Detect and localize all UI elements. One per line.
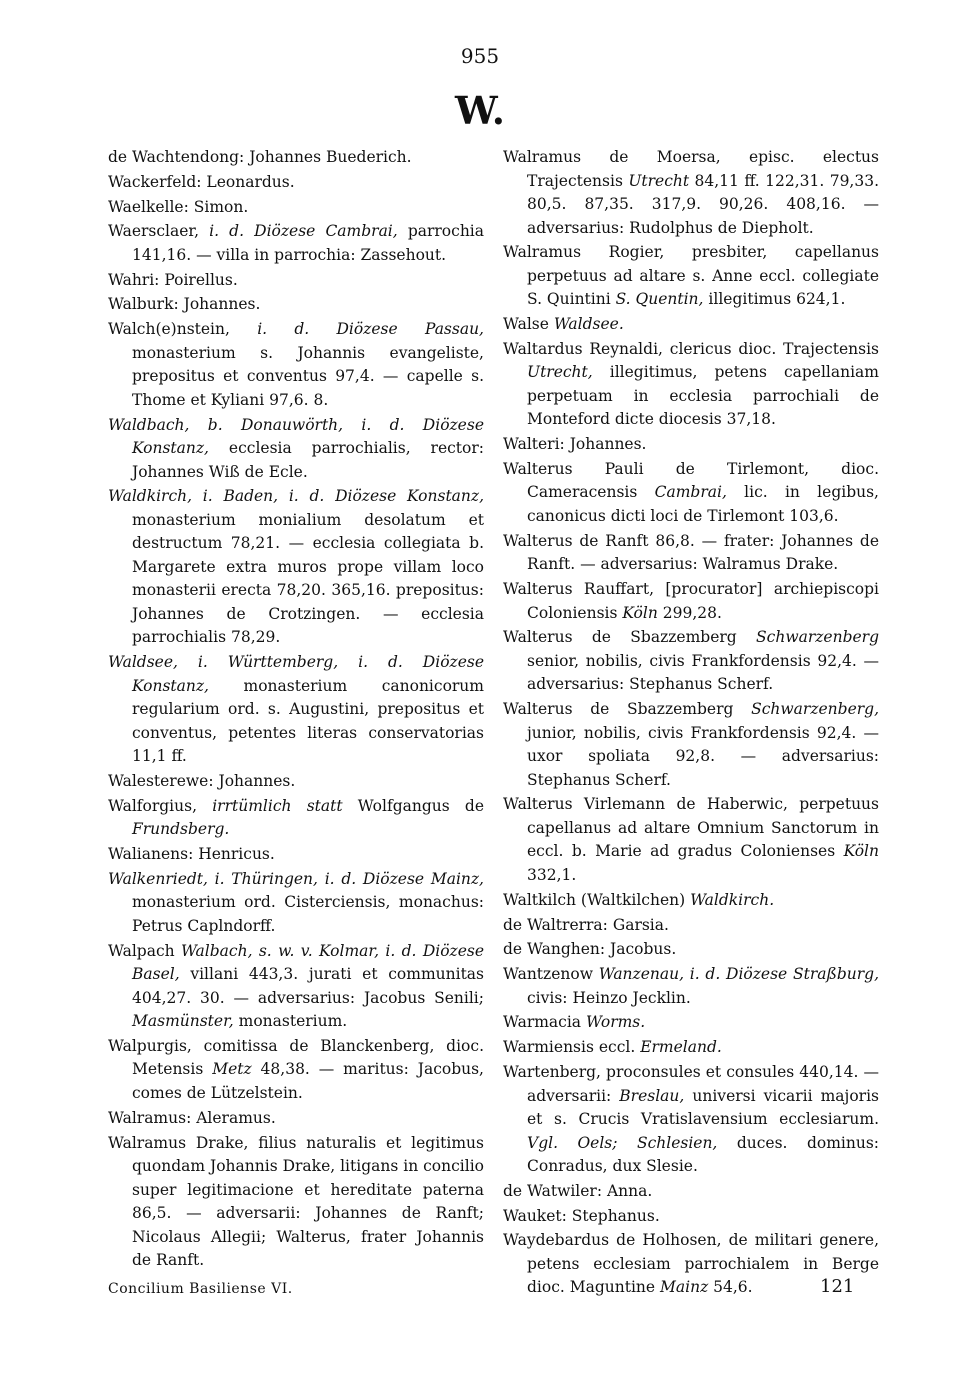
text-segment: civis: Heinzo Jecklin. — [527, 988, 691, 1007]
text-segment: parrochia 141,16. — villa in parrochia: Zassehout. — [132, 222, 484, 264]
index-entry — [108, 293, 484, 317]
text-segment: Wahri: Poirellus. — [108, 270, 238, 289]
text-segment: Wantzenow — [503, 965, 599, 984]
index-entry — [108, 220, 484, 267]
text-segment: monasterium. — [233, 1012, 348, 1031]
text-segment: Waelkelle: Simon. — [108, 197, 249, 216]
italic-segment: irrtümlich statt — [212, 796, 343, 815]
index-entry — [108, 269, 484, 293]
text-segment: Walteri: Johannes. — [503, 435, 647, 454]
text-segment: villani 443,3. jurati et communitas 404,27. 30. — adversarius: Jacobus Senili; — [132, 965, 484, 1007]
index-entry — [503, 1011, 879, 1035]
text-segment: de Waltrerra: Garsia. — [503, 915, 669, 934]
left-column — [108, 146, 484, 1274]
text-segment: illegitimus, petens capellaniam perpetuam in ecclesia parrochiali de Monteford dicte diocesis 37,18. — [527, 363, 879, 429]
text-segment: senior, nobilis, civis Frankfordensis 92,4. — adversarius: Stephanus Scherf. — [527, 651, 879, 694]
italic-segment: Breslau, — [619, 1086, 685, 1105]
index-entry — [108, 770, 484, 794]
text-segment: lic. in legibus, canonicus dicti loci de Tirlemont 103,6. — [527, 483, 879, 525]
text-segment: monasterium monialium desolatum et destructum 78,21. — ecclesia collegiata b. Margarete extra muros prope villam loco monasterii erecta 78,20. 365,16. prepositus: Johannes de Crotzingen. — ecclesia parrochialis 78,29. — [132, 510, 484, 647]
italic-segment: Cambrai, — [654, 483, 727, 502]
text-segment: de Wanghen: Jacobus. — [503, 940, 677, 959]
italic-segment: Köln — [622, 603, 658, 622]
text-segment: de Wachtendong: Johannes Buederich. — [108, 148, 412, 166]
text-segment: 332,1. — [527, 865, 577, 884]
italic-segment: Utrecht — [628, 171, 690, 190]
index-entry — [503, 1061, 879, 1179]
text-segment: 84,11 ff. 122,31. 79,33. 80,5. 87,35. 317,9. 90,26. 408,16. — adversarius: Rudolphus de Diepholt. — [527, 171, 880, 237]
index-entry — [503, 146, 879, 240]
text-segment: Walramus Drake, filius naturalis et legitimus quondam Johannis Drake, litigans in concilio super legitimacione et hereditate paterna 86,5. — adversarii: Johannes de Ranft; Nicolaus Allegii; Walterus, frater Johannis de Ranft. — [108, 1133, 484, 1270]
text-segment: 299,28. — [657, 603, 722, 622]
index-entry — [503, 1180, 879, 1204]
index-entry — [503, 1205, 879, 1229]
text-segment: Walterus Pauli de Tirlemont, dioc. Cameracensis — [503, 459, 879, 502]
italic-segment: Walbach, s. w. v. Kolmar, i. d. Diözese Basel, — [132, 941, 484, 984]
text-segment: Wartenberg, proconsules et consules 440,14. — adversarii: — [503, 1063, 879, 1105]
italic-segment: Ermeland. — [640, 1038, 722, 1057]
italic-segment: Schwarzenberg — [756, 628, 879, 647]
text-segment: Walpach — [108, 941, 181, 960]
index-entry — [503, 698, 879, 792]
index-entry — [503, 530, 879, 577]
italic-segment: Worms. — [585, 1013, 646, 1032]
italic-segment: Frundsberg. — [132, 820, 230, 839]
text-segment: Wolfgangus de — [342, 796, 484, 815]
text-segment: Wauket: Stephanus. — [503, 1206, 660, 1225]
text-segment: Waydebardus de Holhosen, de militari genere, petens ecclesiam parrochialem in Berge dioc. Maguntine — [503, 1231, 879, 1297]
text-segment: Walramus de Moersa, episc. electus Trajectensis — [503, 148, 879, 190]
italic-segment: Waldkirch. — [690, 890, 775, 909]
text-segment: Walpurgis, comitissa de Blanckenberg, dioc. Metensis — [108, 1036, 484, 1079]
italic-segment: Schwarzenberg, — [751, 700, 879, 719]
italic-segment: Vgl. Oels; Schlesien, — [527, 1133, 718, 1152]
text-segment: Walch(e)nstein, — [108, 320, 258, 339]
text-segment: Walterus Virlemann de Haberwic, perpetuus capellanus ad altare Omnium Sanctorum in eccl. b. Marie ad gradus Colonienses — [503, 795, 879, 861]
index-entry — [108, 196, 484, 220]
text-segment: Walterus de Sbazzemberg — [503, 628, 757, 647]
italic-segment: Waldsee. — [553, 315, 624, 334]
italic-segment: i. d. Diözese Cambrai, — [209, 222, 398, 241]
text-segment: Walramus Rogier, presbiter, capellanus perpetuus ad altare s. Anne eccl. collegiate S. Quintini — [503, 243, 879, 309]
page-number: 955 — [460, 44, 500, 68]
text-segment: Walterus de Sbazzemberg — [503, 700, 752, 719]
italic-segment: Walkenriedt, i. Thüringen, i. d. Diözese Mainz, — [108, 869, 484, 888]
index-entry — [108, 868, 484, 939]
index-entry — [503, 578, 879, 625]
index-entry — [108, 1035, 484, 1106]
index-entry — [108, 843, 484, 867]
index-entry — [503, 241, 879, 312]
text-segment: Waltkilch (Waltkilchen) — [503, 890, 691, 909]
index-entry — [108, 318, 484, 412]
text-segment: Walforgius, — [108, 796, 213, 815]
italic-segment: i. d. Diözese Passau, — [257, 320, 484, 339]
index-entry — [108, 651, 484, 769]
text-segment: illegitimus 624,1. — [703, 290, 846, 309]
text-segment: monasterium ord. Cisterciensis, monachus: Petrus Caplndorff. — [132, 893, 484, 935]
text-segment: monasterium canonicorum regularium ord. s. Augustini, prepositus et conventus, petentes literas conservatorias 11,1 ff. — [132, 676, 484, 766]
text-segment: monasterium s. Johannis evangeliste, prepositus et conventus 97,4. — capelle s. Thome et Kyliani 97,6. 8. — [132, 343, 484, 409]
index-entry — [108, 414, 484, 485]
text-segment: Walianens: Henricus. — [108, 845, 275, 864]
right-column — [503, 146, 879, 1301]
text-segment: Warmiensis eccl. — [503, 1038, 641, 1057]
index-entry — [108, 485, 484, 650]
italic-segment: Waldsee, i. Württemberg, i. d. Diözese Konstanz, — [108, 653, 484, 695]
text-segment: Warmacia — [503, 1013, 586, 1032]
italic-segment: Waldbach, b. Donauwörth, i. d. Diözese Konstanz, — [108, 415, 484, 458]
text-segment: Walse — [503, 315, 554, 334]
italic-segment: Köln — [843, 842, 879, 861]
index-entry — [503, 626, 879, 697]
text-segment: 48,38. — maritus: Jacobus, comes de Lützelstein. — [132, 1060, 484, 1102]
index-entry — [503, 313, 879, 337]
italic-segment: Wanzenau, i. d. Diözese Straßburg, — [598, 965, 880, 984]
text-segment: Walterus de Ranft 86,8. — frater: Johannes de Ranft. — adversarius: Walramus Drake. — [503, 531, 879, 574]
text-segment: Waersclaer, — [108, 222, 210, 241]
index-entry — [503, 963, 879, 1010]
italic-segment: Mainz — [660, 1278, 709, 1297]
index-entry — [503, 433, 879, 457]
footer-book-title: Concilium Basiliense VI. — [108, 1281, 293, 1297]
text-segment: universi vicarii majoris et s. Crucis Vratislavensium ecclesiarum. — [527, 1086, 880, 1129]
index-entry — [108, 795, 484, 842]
text-segment: de Watwiler: Anna. — [503, 1181, 653, 1200]
section-letter: W. — [455, 88, 505, 133]
italic-segment: Metz — [212, 1060, 252, 1079]
text-segment: 54,6. — [708, 1278, 753, 1297]
text-segment: junior, nobilis, civis Frankfordensis 92,4. — uxor spoliata 92,8. — adversarius: Stephanus Scherf. — [527, 723, 879, 789]
italic-segment: S. Quentin, — [615, 290, 704, 309]
index-entry — [108, 171, 484, 195]
text-segment: duces. dominus: Conradus, dux Slesie. — [527, 1133, 880, 1176]
index-entry — [503, 914, 879, 938]
index-entry — [108, 1132, 484, 1273]
italic-segment: Masmünster, — [132, 1012, 234, 1031]
index-entry — [503, 338, 879, 432]
index-entry — [503, 793, 879, 887]
index-entry — [108, 1107, 484, 1131]
text-segment: Walramus: Aleramus. — [108, 1108, 276, 1127]
index-entry — [108, 146, 484, 170]
italic-segment: Waldkirch, i. Baden, i. d. Diözese Konstanz, — [108, 487, 484, 506]
text-segment: Walesterewe: Johannes. — [108, 771, 296, 790]
italic-segment: Utrecht, — [527, 363, 593, 382]
text-segment: Waltardus Reynaldi, clericus dioc. Trajectensis — [503, 339, 879, 358]
text-segment: Walburk: Johannes. — [108, 295, 261, 314]
signature-mark: 121 — [820, 1276, 855, 1297]
index-entry — [108, 940, 484, 1034]
text-segment: Walterus Rauffart, [procurator] archiepiscopi Coloniensis — [503, 580, 879, 622]
index-entry — [503, 1036, 879, 1060]
text-segment: Wackerfeld: Leonardus. — [108, 172, 295, 191]
index-entry — [503, 458, 879, 529]
text-segment: ecclesia parrochialis, rector: Johannes Wiß de Ecle. — [132, 439, 484, 481]
index-entry — [503, 889, 879, 913]
index-entry — [503, 938, 879, 962]
